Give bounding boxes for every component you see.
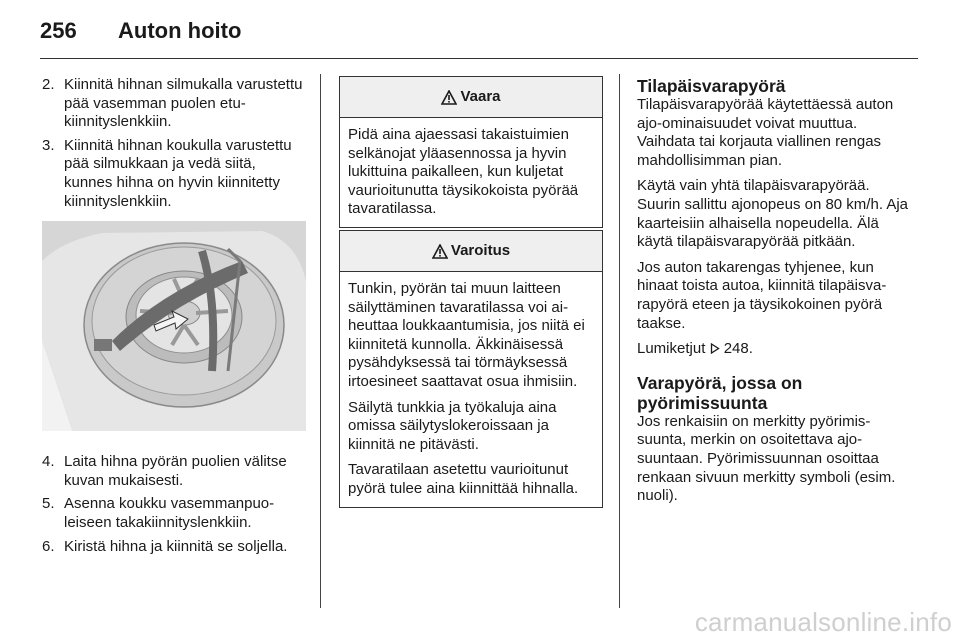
step-text: Kiinnitä hihnan silmukalla varustettu pää vasemman puolen etukiinnityslenkkiin. bbox=[64, 76, 303, 131]
caution-box-text: Säilytä tunkkia ja työkaluja aina omissa säilytyslokeroissaan ja kiinnitä ne pitävästi. bbox=[348, 398, 557, 453]
column-divider-left bbox=[320, 74, 321, 608]
step-text: Laita hihna pyörän puolien välitse kuvan mukaisesti. bbox=[64, 453, 287, 489]
caution-box-text: Tavaratilaan asetettu vaurioitunut pyörä tulee aina kiinnittää hihnalla. bbox=[348, 461, 579, 497]
step-number: 2. bbox=[42, 76, 55, 93]
danger-box-header bbox=[340, 77, 602, 118]
column-divider-right bbox=[619, 74, 620, 608]
caution-box-text: Tunkin, pyörän tai muun laitteen säilyttäminen tavaratilassa voi aiheuttaa loukkaantumisia, jos niitä ei kiinnitetä kunnolla. Äkkinäisessä pysähdyksessä tai törmäyksessä irtoesineet saattavat osua ihmisiin. bbox=[348, 280, 585, 390]
cross-reference[interactable] bbox=[637, 340, 911, 359]
list-item bbox=[42, 76, 308, 132]
list-item bbox=[42, 453, 308, 490]
paragraph: Jos auton takarengas tyhjenee, kun hinaat toista autoa, kiinnitä tilapäisvarapyörä eteen ja täysikokoinen pyörä taakse. bbox=[637, 258, 887, 332]
caution-box bbox=[339, 230, 603, 508]
cross-reference-page: 248. bbox=[719, 340, 753, 358]
step-text: Asenna koukku vasemmanpuoleiseen takakiinnityslenkkiin. bbox=[64, 495, 275, 531]
list-item bbox=[42, 137, 308, 211]
spare-wheel-image bbox=[42, 221, 306, 431]
step-number: 3. bbox=[42, 136, 55, 154]
step-text: Kiristä hihna ja kiinnitä se soljella. bbox=[64, 537, 288, 555]
caution-box-header bbox=[340, 231, 602, 272]
caution-box-body bbox=[340, 272, 602, 507]
watermark: carmanualsonline.info bbox=[694, 607, 952, 637]
column-spare-wheel bbox=[637, 76, 911, 513]
column-instructions bbox=[42, 76, 308, 561]
danger-box bbox=[339, 76, 603, 228]
list-item bbox=[42, 495, 308, 532]
paragraph: Tilapäisvarapyörää käytettäessä auton ajo-ominaisuudet voivat muuttua. Vaihdata tai korjauta viallinen rengas mahdollisimman pian. bbox=[637, 96, 894, 169]
step-text: Kiinnitä hihnan koukulla varustettu pää silmukkaan ja vedä siitä, kunnes hihna on hyvin kiinnitetty kiinnityslenkkiin. bbox=[64, 136, 292, 210]
arrow-right-outline-icon bbox=[710, 343, 720, 354]
step-number: 6. bbox=[42, 537, 55, 555]
header-rule bbox=[40, 58, 918, 59]
list-item bbox=[42, 538, 308, 557]
step-number: 5. bbox=[42, 495, 55, 513]
caution-box-title: Varoitus bbox=[450, 241, 511, 259]
paragraph: Käytä vain yhtä tilapäisvarapyörää. Suurin sallittu ajonopeus on 80 km/h. Aja kaarteisiin alhaisella nopeudella. Älä käytä tilapäisvarapyörää pitkään. bbox=[637, 177, 909, 251]
warning-triangle-icon bbox=[432, 244, 448, 259]
danger-box-text: Pidä aina ajaessasi takaistuimien selkänojat yläasennossa ja hyvin lukittuina paikalleen, kun kuljetat vaurioitunutta täysikokoista pyörää tavaratilassa. bbox=[348, 126, 579, 218]
section-heading: Tilapäisvarapyörä bbox=[637, 76, 786, 96]
section-heading: Varapyörä, jossa on pyörimissuunta bbox=[637, 372, 803, 413]
danger-box-body bbox=[340, 118, 602, 227]
danger-box-title: Vaara bbox=[460, 87, 501, 105]
warning-triangle-icon bbox=[441, 90, 457, 105]
page-number: 256 bbox=[40, 18, 77, 43]
cross-reference-label: Lumiketjut bbox=[637, 340, 710, 358]
spare-wheel-illustration bbox=[42, 221, 306, 431]
page-title: Auton hoito bbox=[118, 18, 242, 43]
paragraph: Jos renkaisiin on merkitty pyörimissuunta, merkin on osoitettava ajosuuntaan. Pyörimissuunnan osoittaa renkaan sivuun merkitty symboli (esim. nuoli). bbox=[637, 412, 896, 505]
step-number: 4. bbox=[42, 453, 55, 471]
